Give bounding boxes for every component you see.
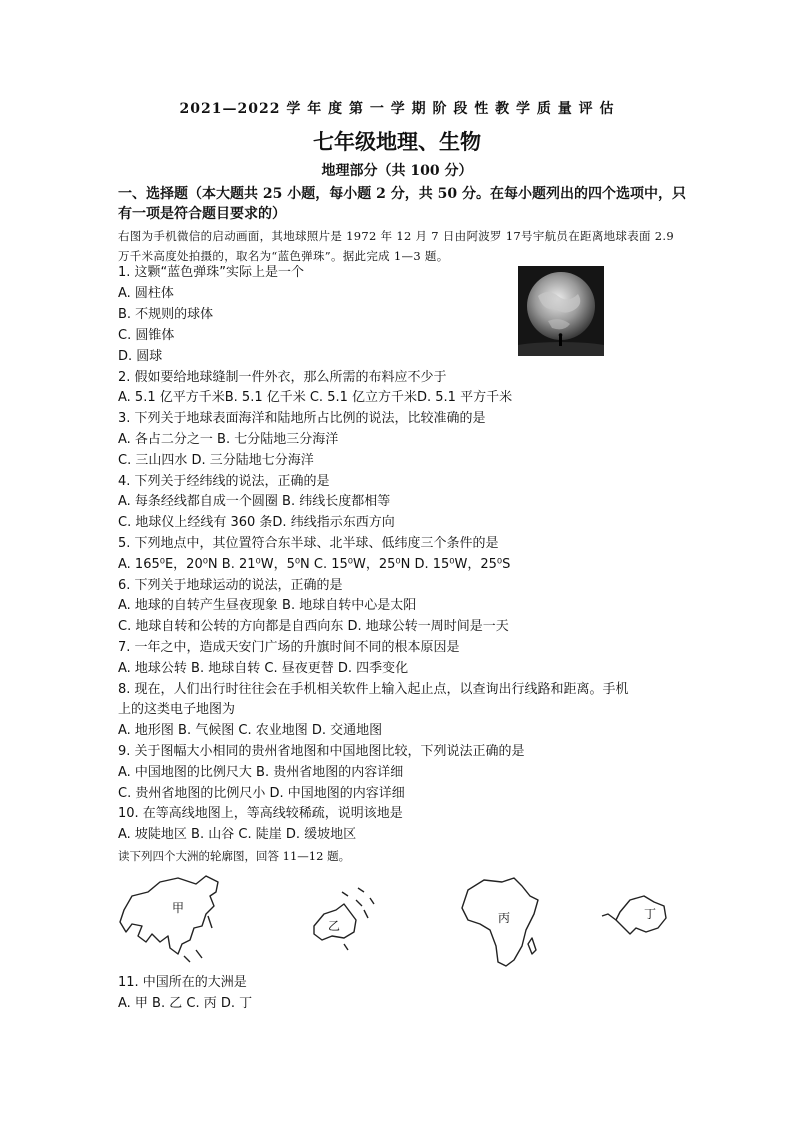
q1-option-c: C. 圆锥体 (118, 328, 175, 343)
madagascar-outline (528, 938, 536, 954)
q2-options: A. 5.1 亿平方千米B. 5.1 亿千米 C. 5.1 亿立方千米D. 5.1 平方千米 (118, 390, 513, 405)
blue-marble-image (518, 266, 604, 356)
map-label-bing: 丙 (498, 911, 511, 925)
q1-option-d: D. 圆球 (118, 349, 163, 364)
question-9: 9. 关于图幅大小相同的贵州省地图和中国地图比较，下列说法正确的是 (118, 744, 525, 759)
antarctica-outline (616, 896, 666, 934)
question-8: 8. 现在，人们出行时往往会在手机相关软件上输入起止点，以查询出行线路和距离。手机 (118, 682, 629, 697)
q3-options-cd: C. 三山四水 D. 三分陆地七分海洋 (118, 453, 314, 468)
question-8-cont: 上的这类电子地图为 (118, 702, 236, 717)
q1-option-a: A. 圆柱体 (118, 286, 174, 301)
map-label-yi: 乙 (328, 919, 341, 933)
q9-options-cd: C. 贵州省地图的比例尺小 D. 中国地图的内容详细 (118, 786, 405, 801)
continent-outline-maps (118, 870, 678, 970)
part-heading: 地理部分（共 100 分） (321, 163, 473, 179)
antarctic-peninsula (602, 914, 616, 920)
q8-options: A. 地形图 B. 气候图 C. 农业地图 D. 交通地图 (118, 723, 383, 738)
exam-title: 七年级地理、生物 (313, 129, 481, 154)
map-question-intro: 读下列四个大洲的轮廓图，回答 11—12 题。 (118, 849, 351, 863)
oceania-islands (342, 888, 374, 950)
q10-options: A. 坡陡地区 B. 山谷 C. 陡崖 D. 缓坡地区 (118, 827, 357, 842)
question-3: 3. 下列关于地球表面海洋和陆地所占比例的说法，比较准确的是 (118, 411, 486, 426)
question-7: 7. 一年之中，造成天安门广场的升旗时间不同的根本原因是 (118, 640, 460, 655)
question-4: 4. 下列关于经纬线的说法，正确的是 (118, 474, 330, 489)
q6-options-ab: A. 地球的自转产生昼夜现象 B. 地球自转中心是太阳 (118, 598, 417, 613)
q5-options: A. 165⁰E，20⁰N B. 21⁰W，5⁰N C. 15⁰W，25⁰N D. 15⁰W，25⁰S (118, 557, 511, 572)
section-heading: 一、选择题（本大题共 25 小题，每小题 2 分，共 50 分。在每小题列出的四个选项中，只有一项是符合题目要求的） (118, 186, 686, 222)
exam-period-heading: 2021—2022 学 年 度 第 一 学 期 阶 段 性 教 学 质 量 评 估 (179, 101, 615, 117)
q4-options-cd: C. 地球仪上经线有 360 条D. 纬线指示东西方向 (118, 515, 395, 530)
earth-photo-icon (518, 266, 604, 356)
map-label-ding: 丁 (644, 907, 657, 921)
question-6: 6. 下列关于地球运动的说法，正确的是 (118, 578, 343, 593)
q4-options-ab: A. 每条经线都自成一个圆圈 B. 纬线长度都相等 (118, 494, 391, 509)
asia-islands (184, 916, 212, 962)
q9-options-ab: A. 中国地图的比例尺大 B. 贵州省地图的内容详细 (118, 765, 404, 780)
q1-option-b: B. 不规则的球体 (118, 307, 214, 322)
q6-options-cd: C. 地球自转和公转的方向都是自西向东 D. 地球公转一周时间是一天 (118, 619, 509, 634)
question-11: 11. 中国所在的大洲是 (118, 975, 247, 990)
q11-options: A. 甲 B. 乙 C. 丙 D. 丁 (118, 996, 253, 1011)
q3-options-ab: A. 各占二分之一 B. 七分陆地三分海洋 (118, 432, 339, 447)
map-label-jia: 甲 (172, 901, 185, 915)
question-2: 2. 假如要给地球缝制一件外衣，那么所需的布料应不少于 (118, 370, 447, 385)
passage-intro: 右图为手机微信的启动画面，其地球照片是 1972 年 12 月 7 日由阿波罗 17号宇航员在距离地球表面 2.9 万千米高度处拍摄的，取名为“蓝色弹珠”。据此完成 1—3 题。 (118, 229, 674, 263)
question-1: 1. 这颗“蓝色弹珠”实际上是一个 (118, 265, 305, 280)
question-10: 10. 在等高线地图上，等高线较稀疏，说明该地是 (118, 806, 403, 821)
question-5: 5. 下列地点中，其位置符合东半球、北半球、低纬度三个条件的是 (118, 536, 499, 551)
q7-options: A. 地球公转 B. 地球自转 C. 昼夜更替 D. 四季变化 (118, 661, 409, 676)
asia-outline (120, 876, 218, 954)
